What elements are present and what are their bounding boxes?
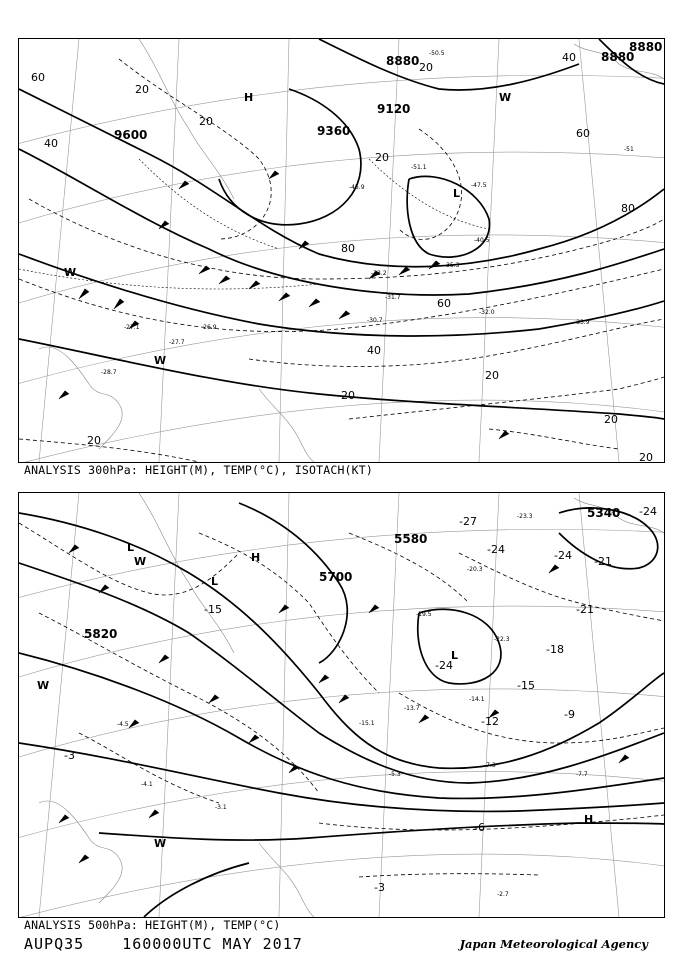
isotherm-label: -21: [576, 603, 594, 616]
temperature-label: -30.7: [367, 317, 383, 324]
height-label: 8880: [601, 50, 635, 64]
isotach-label: 80: [341, 242, 355, 255]
isotherm-label: -12: [481, 715, 499, 728]
low-pressure-symbol: L: [211, 575, 219, 588]
observation-label: -7.3: [484, 762, 496, 769]
map-panel-300hpa: [18, 38, 665, 463]
temperature-label: -28.7: [101, 369, 117, 376]
low-pressure-symbol: L: [451, 649, 459, 662]
observation-label: -23.3: [517, 513, 533, 520]
temperature-label: -32.0: [479, 309, 495, 316]
isotherm-label: -18: [546, 643, 564, 656]
observation-label: -5.3: [389, 771, 401, 778]
chart-footer: [24, 935, 331, 953]
chart-code: AUPQ35: [24, 935, 85, 953]
map-500hpa-canvas: [19, 493, 664, 917]
temperature-label: -33.9: [574, 319, 590, 326]
isotach-label: 40: [44, 137, 58, 150]
temperature-label: -47.5: [471, 182, 487, 189]
height-contours: [19, 39, 664, 419]
height-label: 5580: [394, 532, 428, 546]
isotherm-label: -24: [554, 549, 572, 562]
isotach-label: 60: [31, 71, 45, 84]
observation-label: -2.7: [497, 891, 509, 898]
observation-label: -13.7: [404, 705, 420, 712]
temperature-label: -50.5: [429, 50, 445, 57]
isotherm-label: -24: [487, 543, 505, 556]
isotach-label: 20: [135, 83, 149, 96]
temperature-label: -35.3: [444, 262, 460, 269]
height-label: 5820: [84, 627, 118, 641]
map-300hpa-canvas: [19, 39, 664, 462]
isotach-label: 20: [341, 389, 355, 402]
temperature-label: -27.7: [169, 339, 185, 346]
temperature-label: -51.1: [411, 164, 427, 171]
height-label: 8880: [386, 54, 420, 68]
isotach-label: 40: [367, 344, 381, 357]
agency-credit: Japan Meteorological Agency: [459, 937, 648, 951]
observation-label: -15.1: [359, 720, 375, 727]
observation-label: -14.1: [469, 696, 485, 703]
observation-label: -22.3: [494, 636, 510, 643]
high-pressure-symbol: H: [244, 91, 254, 104]
isotach-label: 20: [419, 61, 433, 74]
temperature-label: -27.1: [124, 324, 140, 331]
warm-symbol: W: [64, 266, 77, 279]
isotach-label: 20: [485, 369, 499, 382]
height-label: 9600: [114, 128, 148, 142]
isotherm-label: -3: [64, 749, 75, 762]
temperature-label: -45.9: [349, 184, 365, 191]
isotherm-label: -24: [639, 505, 657, 518]
low-pressure-symbol: L: [453, 187, 461, 200]
isotherm-label: -21: [594, 555, 612, 568]
isotach-label: 40: [562, 51, 576, 64]
isotherm-label: -15: [204, 603, 222, 616]
observation-label: -19.5: [416, 611, 432, 618]
isotach-label: 20: [87, 434, 101, 447]
high-pressure-symbol: H: [584, 813, 594, 826]
height-label: 9360: [317, 124, 351, 138]
temperature-label: -51: [624, 146, 634, 153]
height-label: 8880: [629, 40, 663, 54]
isotherm-label: -9: [564, 708, 575, 721]
high-pressure-symbol: H: [251, 551, 261, 564]
observation-label: -4.1: [141, 781, 153, 788]
height-label: 5700: [319, 570, 353, 584]
observation-label: -20.3: [467, 566, 483, 573]
isotherm-label: -3: [374, 881, 385, 894]
observation-label: -3.1: [215, 804, 227, 811]
warm-symbol: W: [37, 679, 50, 692]
low-pressure-symbol: L: [127, 541, 135, 554]
temperature-label: -33.2: [371, 270, 387, 277]
isotach-label: 60: [576, 127, 590, 140]
height-label: 9120: [377, 102, 411, 116]
map-panel-500hpa: [18, 492, 665, 918]
warm-symbol: W: [154, 354, 167, 367]
panel-300hpa-caption: ANALYSIS 300hPa: HEIGHT(M), TEMP(°C), ISOTACH(KT): [24, 463, 374, 477]
isotherm-label: -27: [459, 515, 477, 528]
temperature-label: -31.7: [385, 294, 401, 301]
isotach-label: 20: [604, 413, 618, 426]
isotherm-label: -6: [474, 821, 485, 834]
valid-time: 160000UTC MAY 2017: [122, 935, 303, 953]
isotherms: [19, 159, 489, 289]
isotach-label: 20: [199, 115, 213, 128]
isotach-label: 20: [639, 451, 653, 462]
warm-symbol: W: [499, 91, 512, 104]
isotach-label: 20: [375, 151, 389, 164]
temperature-label: -26.9: [201, 324, 217, 331]
warm-symbol: W: [154, 837, 167, 850]
isotach-label: 60: [437, 297, 451, 310]
panel-500hpa-caption: ANALYSIS 500hPa: HEIGHT(M), TEMP(°C): [24, 918, 281, 932]
height-label: 5340: [587, 506, 621, 520]
warm-symbol: W: [134, 555, 147, 568]
isotherm-label: -15: [517, 679, 535, 692]
isotach-label: 80: [621, 202, 635, 215]
temperature-label: -40.5: [474, 237, 490, 244]
isotherm-label: -24: [435, 659, 453, 672]
observation-label: -4.5: [117, 721, 129, 728]
observation-label: -7.7: [576, 771, 588, 778]
